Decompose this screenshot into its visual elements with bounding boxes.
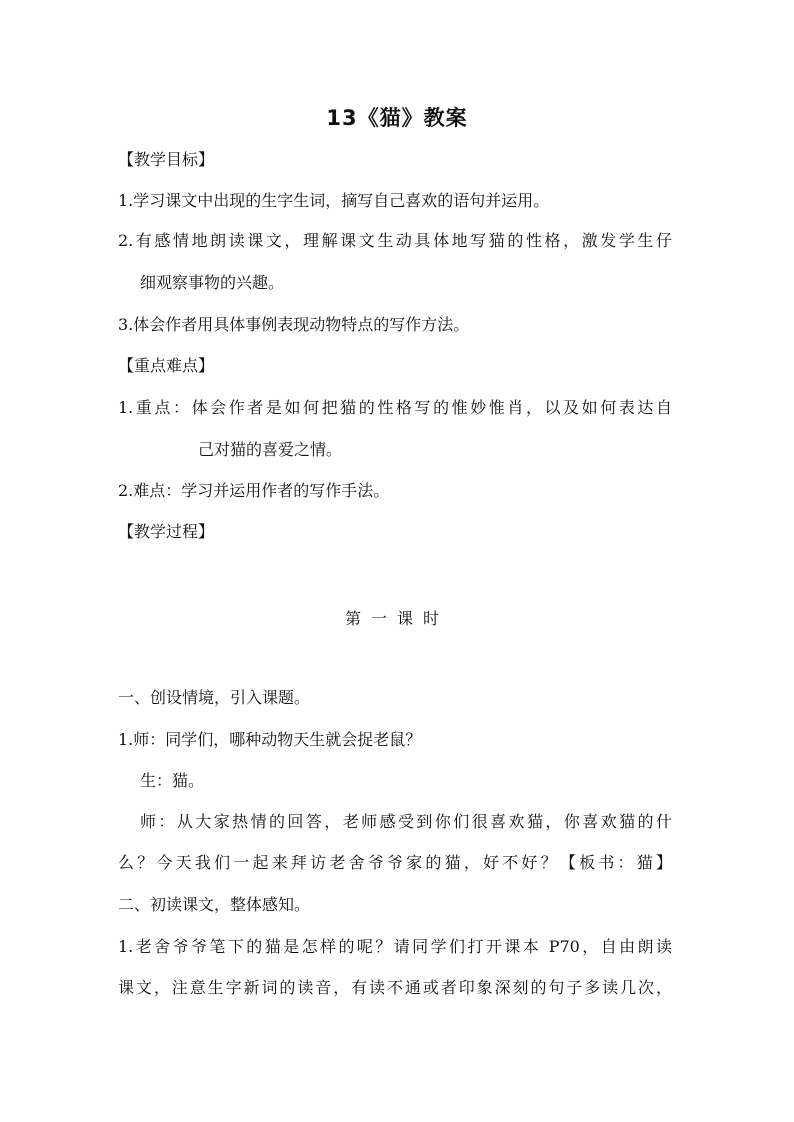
goal-item-1: 1.学习课文中出现的生字生词，摘写自己喜欢的语句并运用。 [118, 191, 550, 210]
body-paragraph-1: 一、创设情境，引入课题。 [118, 688, 311, 707]
lesson-heading: 第一课时 [344, 609, 449, 628]
body-paragraph-4-line-2: 么？今天我们一起来拜访老舍爷爷家的猫，好不好？【板书：猫】 [118, 853, 672, 872]
document-title: 13《猫》教案 [326, 106, 468, 130]
key-point-2: 2.难点：学习并运用作者的写作手法。 [118, 481, 390, 500]
goal-item-3: 3.体会作者用具体事例表现动物特点的写作方法。 [118, 315, 470, 334]
goal-item-2-line-1: 2.有感情地朗读课文，理解课文生动具体地写猫的性格，激发学生仔 [118, 231, 672, 250]
body-paragraph-6-line-1: 1.老舍爷爷笔下的猫是怎样的呢？请同学们打开课本 P70，自由朗读 [118, 937, 672, 956]
body-paragraph-4-line-1: 师：从大家热情的回答，老师感受到你们很喜欢猫，你喜欢猫的什 [140, 812, 672, 831]
body-paragraph-5: 二、初读课文，整体感知。 [118, 895, 311, 914]
section-heading-process: 【教学过程】 [118, 522, 215, 541]
body-paragraph-2: 1.师：同学们，哪种动物天生就会捉老鼠？ [118, 730, 422, 749]
key-point-1-line-2: 己对猫的喜爱之情。 [198, 440, 343, 459]
goal-item-2-line-2: 细观察事物的兴趣。 [140, 273, 285, 292]
body-paragraph-3: 生：猫。 [140, 771, 205, 790]
section-heading-key-points: 【重点难点】 [118, 356, 215, 375]
section-heading-goals: 【教学目标】 [118, 150, 215, 169]
key-point-1-line-1: 1.重点：体会作者是如何把猫的性格写的惟妙惟肖，以及如何表达自 [118, 398, 672, 417]
body-paragraph-6-line-2: 课文，注意生字新词的读音，有读不通或者印象深刻的句子多读几次， [118, 978, 672, 997]
